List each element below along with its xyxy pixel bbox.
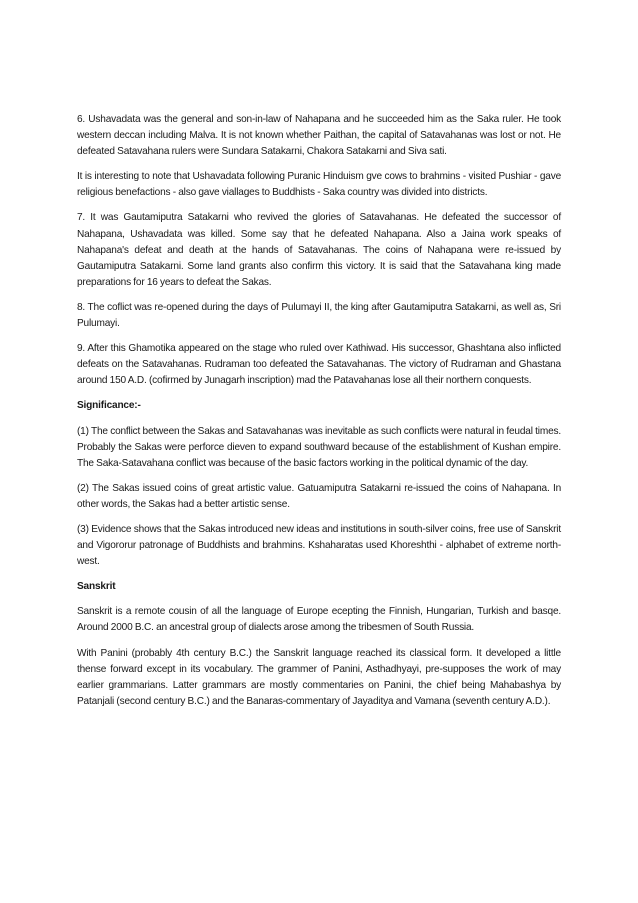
para-significance-1: (1) The conflict between the Sakas and Satavahanas was inevitable as such conflicts were natural in feudal times. Probably the Sakas were perforce dieven to expand southward because of the establishment of Kushan empire. The Saka-Satavahana conflict was because of the basic factors working in the political dynamic of the day. xyxy=(77,425,561,469)
para-sanskrit-1: Sanskrit is a remote cousin of all the language of Europe ecepting the Finnish, Hungarian, Turkish and basqe. Around 2000 B.C. an ancestral group of dialects arose among the tribesmen of South Russia. xyxy=(77,606,561,634)
para-significance-3: (3) Evidence shows that the Sakas introduced new ideas and institutions in south-silver coins, free use of Sanskrit and Vigororur patronage of Buddhists and brahmins. Kshaharatas used Khoreshthi - alphabet of extreme north-west. xyxy=(77,523,561,568)
para-7-gautamiputra: 7. It was Gautamiputra Satakarni who revived the glories of Satavahanas. He defeated the successor of Nahapana, Ushavadata was killed. Some say that he defeated Nahapana. Also a Jaina work speaks of Nahapana's defeat and death at the hands of Satavahanas. The coins of Nahapana were re-issued by Gautamiputra Satakarni. Some land grants also confirm this victory. It is said that the Satavahana king made preparations for 16 years to defeat the Sakas. xyxy=(77,212,561,288)
para-significance-2: (2) The Sakas issued coins of great artistic value. Gatuamiputra Satakarni re-issued the coins of Nahapana. In other words, the Sakas had a better artistic sense. xyxy=(77,482,561,510)
heading-sanskrit: Sanskrit xyxy=(77,581,116,593)
document-page xyxy=(77,112,561,719)
para-6-ushavadata: 6. Ushavadata was the general and son-in-law of Nahapana and he succeeded him as the Saka ruler. He took western deccan including Malva. It is not known whether Paithan, the capital of Satavahanas was lost or not. He defeated Satavahana rulers were Sundara Satakarni, Chakora Satakarni and Siva sati. xyxy=(77,114,561,158)
para-puranic-hinduism: It is interesting to note that Ushavadata following Puranic Hinduism gve cows to brahmins - visited Pushiar - gave religious benefactions - also gave viallages to Buddhists - Saka country was divided into districts. xyxy=(77,171,561,199)
para-8-pulumayi: 8. The coflict was re-opened during the days of Pulumayi II, the king after Gautamiputra Satakarni, as well as, Sri Pulumayi. xyxy=(77,301,561,330)
heading-significance: Significance:- xyxy=(77,400,141,412)
para-sanskrit-2: With Panini (probably 4th century B.C.) the Sanskrit language reached its classical form. It developed a little thense forward except in its vocabulary. The grammer of Panini, Asthadhyayi, pre-supposes the work of may earlier grammarians. Latter grammars are mostly commentaries on Panini, the chief being Mahabashya by Patanjali (second century B.C.) and the Banaras-commentary of Jayaditya and Vamana (seventh century A.D.). xyxy=(77,647,561,707)
para-9-ghamotika: 9. After this Ghamotika appeared on the stage who ruled over Kathiwad. His successor, Ghashtana also inflicted defeats on the Satavahanas. Rudraman too defeated the Satavahanas. The victory of Rudraman and Ghastana around 150 A.D. (cofirmed by Junagarh inscription) mad the Patavahanas lose all their northern conquests. xyxy=(77,343,561,387)
